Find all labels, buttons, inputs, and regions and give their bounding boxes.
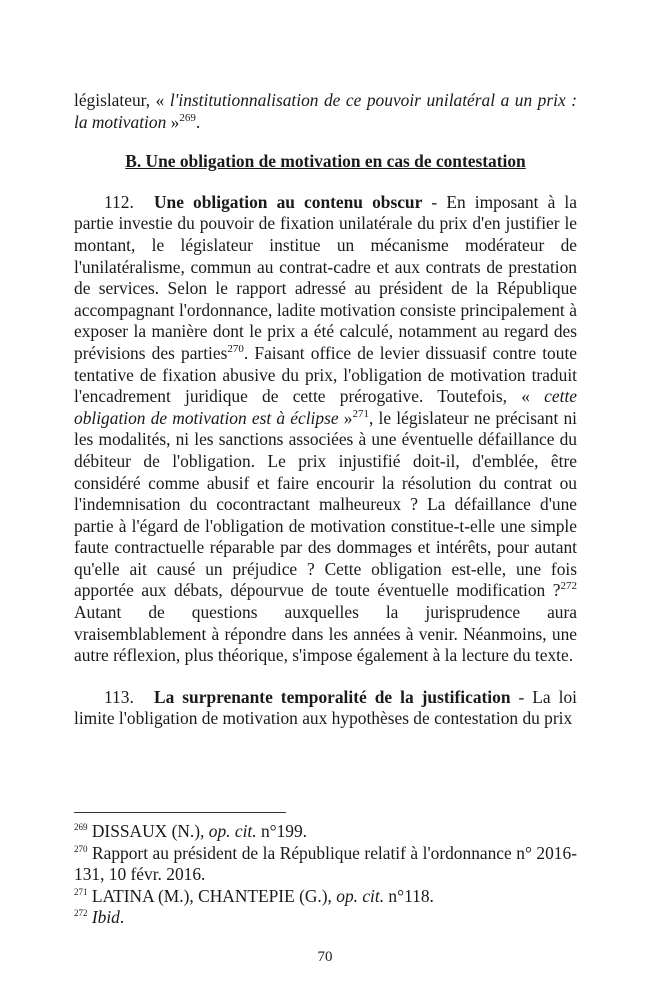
paragraph-text: - En imposant à la partie investie du pouvoir de fixation unilatérale du prix d'en justifier le montant, le législateur institue un mécanisme modérateur de l'unilatéralisme, commun au contrat-cadre et aux contrats de prestation de services. Selon le rapport adressé au président de la République accompagnant l'ordonnance, ladite motivation consiste principalement à exposer la manière dont le prix a été calculé, notamment au regard des prévisions des parties (74, 191, 577, 363)
paragraph-text: . Faisant office de levier dissuasif contre toute tentative de fixation abusive du prix, l'obligation de motivation traduit l'encadrement juridique de cette prérogative. Toutefois, « (74, 342, 577, 407)
footnote-ref-271[interactable]: 271 (352, 407, 369, 420)
page-body (74, 90, 577, 750)
footnote-number: 270 (74, 843, 88, 854)
footnote-text: DISSAUX (N.), (87, 821, 209, 841)
footnote-number: 272 (74, 908, 88, 919)
paragraph-113 (74, 687, 577, 730)
footnote-text: n°118. (384, 885, 434, 906)
footnote-italic: op. cit. (336, 885, 385, 906)
paragraph-text: - La loi limite l'obligation de motivation aux hypothèses de contestation du prix (74, 686, 577, 729)
footnote-number: 271 (74, 886, 88, 897)
paragraph-title: La surprenante temporalité de la justification (154, 686, 511, 707)
paragraph-number: 113. (104, 686, 134, 707)
footnote-divider (74, 812, 286, 813)
paragraph-112 (74, 192, 577, 667)
paragraph-text: Autant de questions auxquelles la jurisprudence aura vraisemblablement à répondre dans les années à venir. Néanmoins, une autre réflexion, plus théorique, s'impose également à la lecture du texte. (74, 602, 577, 666)
footnote-269 (74, 821, 577, 843)
intro-quote-close: » (166, 111, 180, 132)
intro-lead: législateur, « (74, 90, 170, 110)
intro-paragraph (74, 90, 577, 133)
footnote-270 (74, 843, 577, 886)
footnote-271 (74, 886, 577, 908)
paragraph-text: » (338, 407, 353, 428)
footnote-272 (74, 907, 577, 929)
footnotes (74, 821, 577, 929)
footnote-ref-270[interactable]: 270 (227, 343, 244, 356)
footnote-ref-269[interactable]: 269 (179, 111, 196, 124)
intro-quote: l'institutionnalisation de ce pouvoir unilatéral a un prix : la motivation (74, 90, 577, 132)
intro-tail: . (195, 111, 201, 132)
paragraph-quote: cette obligation de motivation est à éclipse (74, 386, 577, 428)
footnote-number: 269 (74, 822, 88, 833)
paragraph-text: , le législateur ne précisant ni les modalités, ni les sanctions associées à une éventuelle défaillance du débiteur de l'obligation. Le prix injustifié doit-il, d'emblée, être considéré comme abusif et faire encourir la résolution du contrat ou l'indemnisation du cocontractant malheureux ? La défaillance d'une partie à l'égard de l'obligation de motivation constitue-t-elle une simple faute contractuelle réparable par des dommages et intérêts, pour autant qu'elle ait causé un préjudice ? Cette obligation est-elle, une fois apportée aux débats, dépourvue de toute éventuelle modification ? (74, 407, 578, 601)
footnote-italic: Ibid (91, 907, 120, 928)
footnote-text: n°199. (256, 821, 308, 841)
section-heading: B. Une obligation de motivation en cas de contestation (125, 151, 526, 172)
footnote-italic: op. cit. (208, 821, 257, 841)
footnote-text: LATINA (M.), CHANTEPIE (G.), (87, 885, 337, 906)
paragraph-number: 112. (104, 191, 134, 212)
paragraph-title: Une obligation au contenu obscur (154, 191, 423, 212)
footnote-ref-272[interactable]: 272 (560, 580, 577, 593)
footnote-text: . (119, 907, 125, 928)
page-number: 70 (317, 949, 333, 965)
footnote-text: Rapport au président de la République relatif à l'ordonnance n° 2016-131, 10 févr. 2016. (74, 842, 577, 885)
